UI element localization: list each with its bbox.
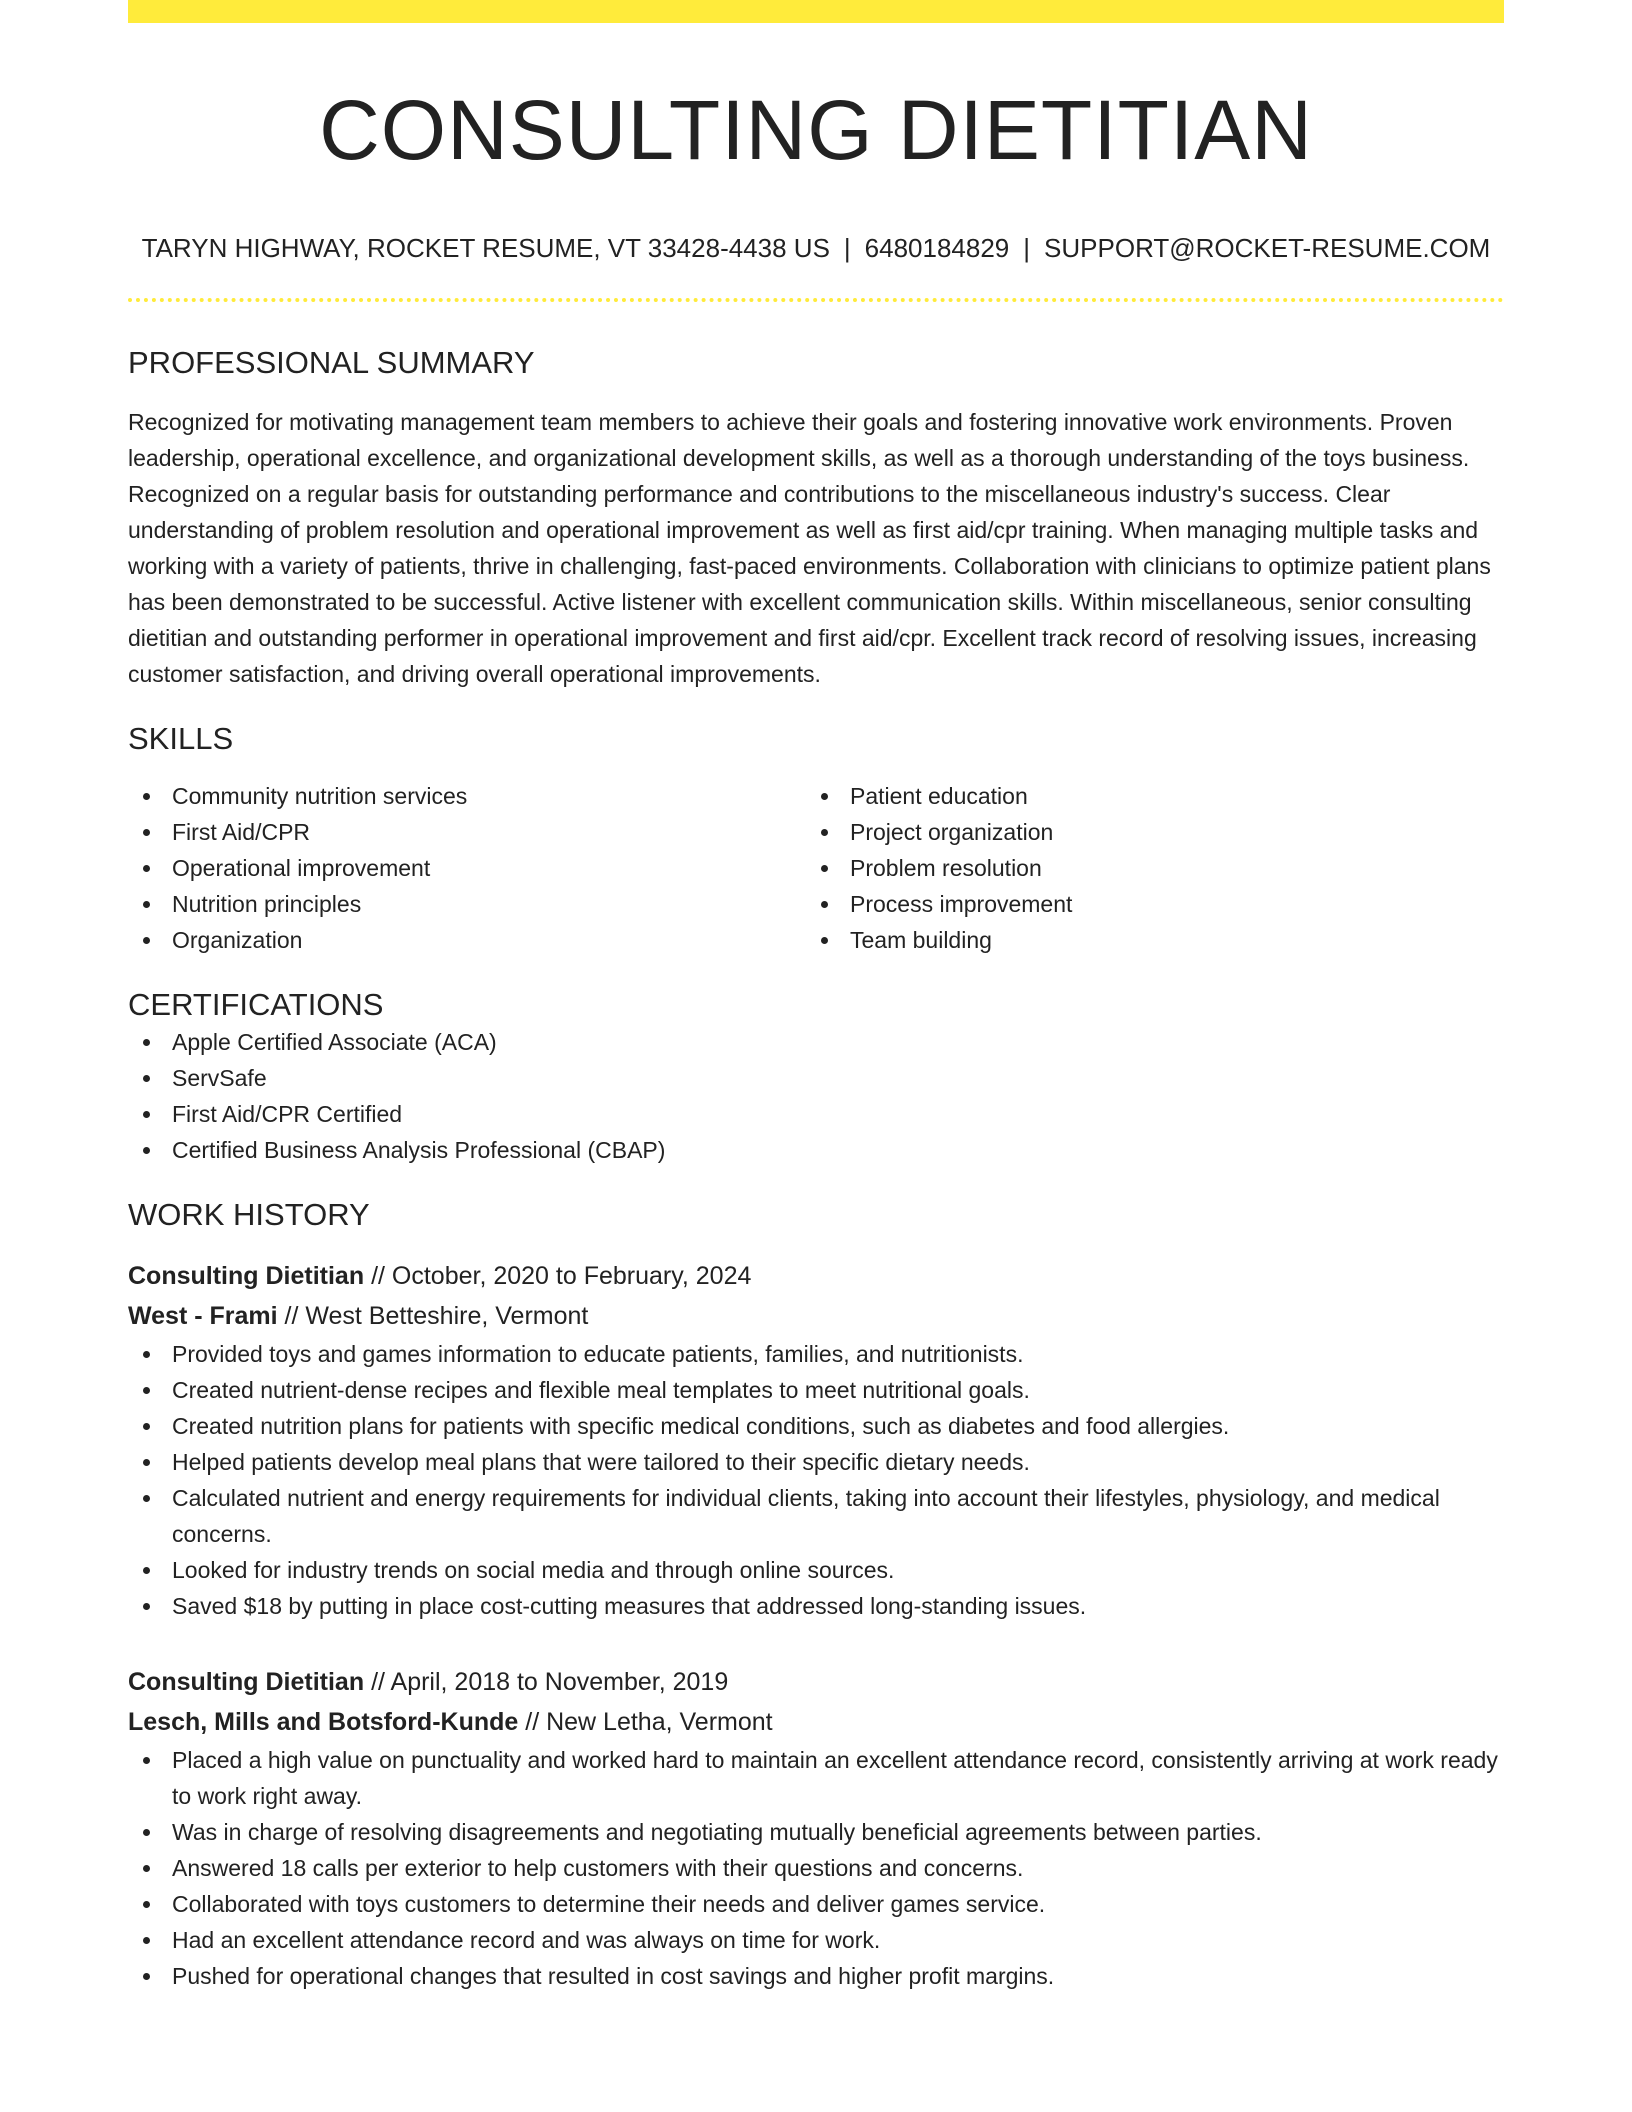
job-location: // New Letha, Vermont — [525, 1708, 773, 1736]
job-duties-list — [128, 1336, 1504, 1624]
job-duty-item: Looked for industry trends on social media and through online sources. — [128, 1552, 1504, 1588]
skills-column-right — [806, 778, 1484, 958]
job-duty-item: Placed a high value on punctuality and worked hard to maintain an excellent attendance record, consistently arriving at work ready to work right away. — [128, 1742, 1504, 1814]
job-duty-item: Collaborated with toys customers to determine their needs and deliver games service. — [128, 1886, 1504, 1922]
contact-separator: | — [843, 233, 851, 263]
skills-grid — [128, 778, 1504, 958]
skill-item: Patient education — [806, 778, 1484, 814]
job-duty-item: Pushed for operational changes that resulted in cost savings and higher profit margins. — [128, 1958, 1504, 1994]
skill-item: Organization — [128, 922, 806, 958]
contact-phone: 6480184829 — [864, 233, 1010, 263]
dotted-divider — [128, 298, 1504, 302]
job-title-line — [128, 1256, 1504, 1296]
job-title-line — [128, 1662, 1504, 1702]
job-duty-item: Was in charge of resolving disagreements and negotiating mutually beneficial agreements between parties. — [128, 1814, 1504, 1850]
skills-heading: SKILLS — [128, 721, 234, 756]
certification-item: Certified Business Analysis Professional (CBAP) — [128, 1132, 1504, 1168]
skill-item: Community nutrition services — [128, 778, 806, 814]
skills-list-right — [806, 778, 1484, 958]
certification-item: Apple Certified Associate (ACA) — [128, 1024, 1504, 1060]
skill-item: Operational improvement — [128, 850, 806, 886]
job-role: Consulting Dietitian — [128, 1262, 365, 1290]
certification-item: ServSafe — [128, 1060, 1504, 1096]
job-duty-item: Created nutrition plans for patients with specific medical conditions, such as diabetes and food allergies. — [128, 1408, 1504, 1444]
contact-separator: | — [1023, 233, 1031, 263]
job-location: // West Betteshire, Vermont — [284, 1302, 589, 1330]
job-company-line — [128, 1702, 1504, 1742]
contact-address: TARYN HIGHWAY, ROCKET RESUME, VT 33428-4438 US — [141, 233, 830, 263]
job-duties-list — [128, 1742, 1504, 1994]
skill-item: Nutrition principles — [128, 886, 806, 922]
certifications-list — [128, 1024, 1504, 1168]
job-company-line — [128, 1296, 1504, 1336]
resume-content — [128, 0, 1504, 1994]
skill-item: Project organization — [806, 814, 1484, 850]
summary-heading: PROFESSIONAL SUMMARY — [128, 345, 535, 380]
skill-item: Team building — [806, 922, 1484, 958]
job-duty-item: Helped patients develop meal plans that were tailored to their specific dietary needs. — [128, 1444, 1504, 1480]
contact-line — [128, 232, 1504, 264]
job-duty-item: Calculated nutrient and energy requirements for individual clients, taking into account their lifestyles, physiology, and medical concerns. — [128, 1480, 1504, 1552]
resume-title: CONSULTING DIETITIAN — [319, 83, 1313, 177]
skill-item: Problem resolution — [806, 850, 1484, 886]
work-history-heading: WORK HISTORY — [128, 1197, 370, 1232]
certification-item: First Aid/CPR Certified — [128, 1096, 1504, 1132]
job-entry — [128, 1256, 1504, 1624]
skill-item: First Aid/CPR — [128, 814, 806, 850]
job-duty-item: Had an excellent attendance record and was always on time for work. — [128, 1922, 1504, 1958]
job-duty-item: Created nutrient-dense recipes and flexible meal templates to meet nutritional goals. — [128, 1372, 1504, 1408]
job-role: Consulting Dietitian — [128, 1668, 365, 1696]
job-duty-item: Saved $18 by putting in place cost-cutting measures that addressed long-standing issues. — [128, 1588, 1504, 1624]
skills-column-left — [128, 778, 806, 958]
job-dates: // April, 2018 to November, 2019 — [371, 1668, 729, 1696]
skill-item: Process improvement — [806, 886, 1484, 922]
job-duty-item: Provided toys and games information to educate patients, families, and nutritionists. — [128, 1336, 1504, 1372]
job-entry — [128, 1662, 1504, 1994]
skills-list-left — [128, 778, 806, 958]
job-company: Lesch, Mills and Botsford-Kunde — [128, 1708, 519, 1736]
job-company: West - Frami — [128, 1302, 278, 1330]
summary-text: Recognized for motivating management team members to achieve their goals and fostering innovative work environments. Proven leadership, operational excellence, and organizational development skills, as well as a thorough understanding of the toys business. Recognized on a regular basis for outstanding performance and contributions to the miscellaneous industry's success. Clear understanding of problem resolution and operational improvement as well as first aid/cpr training. When managing multiple tasks and working with a variety of patients, thrive in challenging, fast-paced environments. Collaboration with clinicians to optimize patient plans has been demonstrated to be successful. Active listener with excellent communication skills. Within miscellaneous, senior consulting dietitian and outstanding performer in operational improvement and first aid/cpr. Excellent track record of resolving issues, increasing customer satisfaction, and driving overall operational improvements. — [128, 409, 1491, 687]
contact-email: SUPPORT@ROCKET-RESUME.COM — [1044, 233, 1491, 263]
job-duty-item: Answered 18 calls per exterior to help customers with their questions and concerns. — [128, 1850, 1504, 1886]
certifications-heading: CERTIFICATIONS — [128, 987, 384, 1022]
job-dates: // October, 2020 to February, 2024 — [371, 1262, 752, 1290]
